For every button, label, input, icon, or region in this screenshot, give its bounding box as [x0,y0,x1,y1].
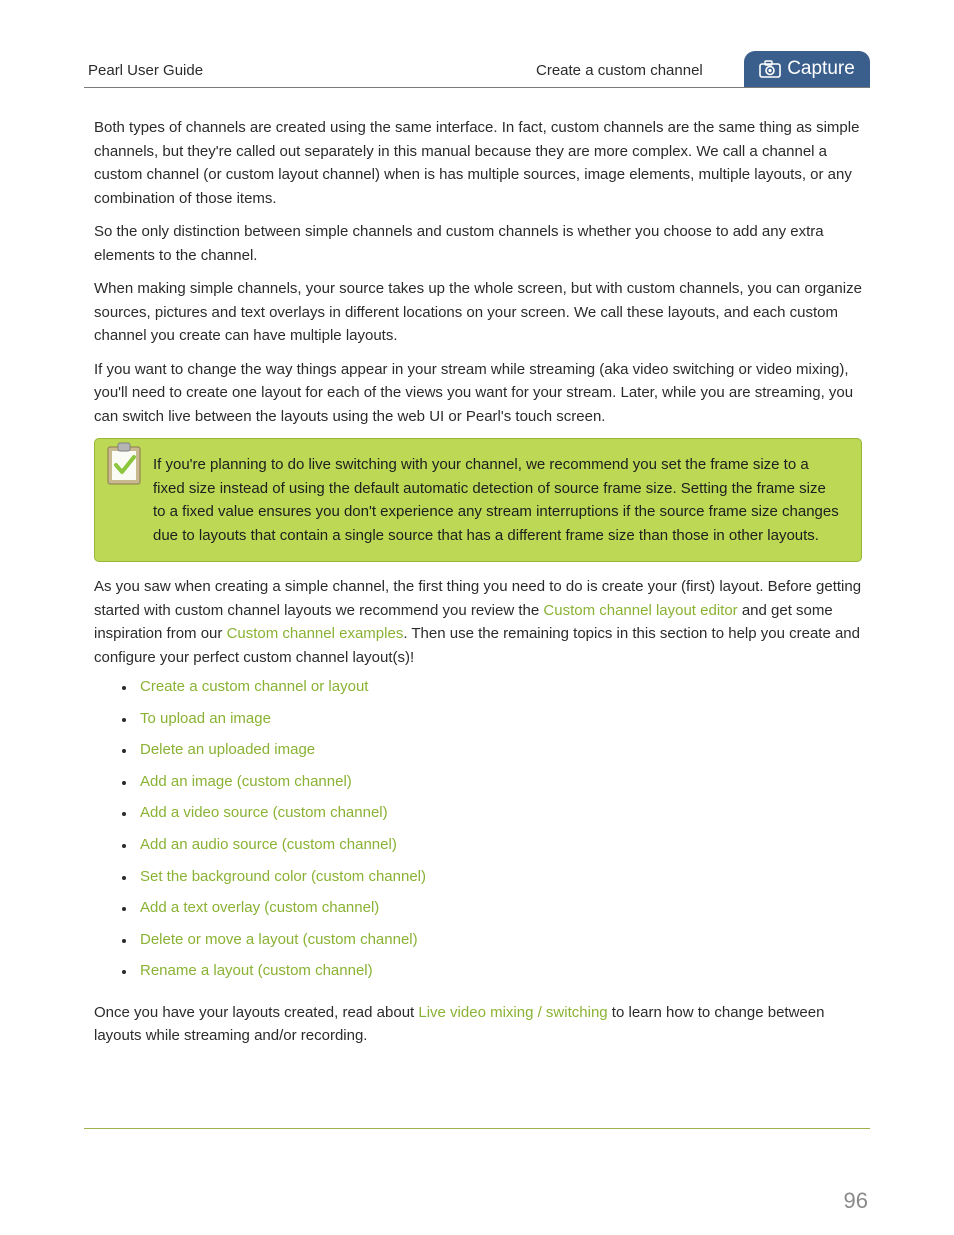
paragraph-text: . Then use the remaining topics in this section to help you create and configure your perfect custom channel layout(s)! [94,625,860,666]
list-item [122,805,862,837]
paragraph-text: to learn how to change between layouts while streaming and/or recording. [94,1003,825,1045]
link-custom-channel-layout-editor[interactable]: Custom channel layout editor [543,601,738,619]
topic-link[interactable]: Delete an uploaded image [140,741,316,759]
topic-link[interactable]: Rename a layout (custom channel) [140,962,373,980]
link-live-video-mixing[interactable]: Live video mixing / switching [418,1003,608,1021]
paragraph-channel-types: Both types of channels are created using the same interface. In fact, custom channels are the same thing as simple channels, but they're called out separately in this manual because they are more complex. We call a channel a custom channel (or custom layout channel) when is has multiple sources, image elements, multiple layouts, or any combination of those items. [94,119,860,207]
bullet-icon [122,812,126,816]
section-title: Create a custom channel [536,62,703,79]
list-item [122,963,862,995]
bullet-icon [122,907,126,911]
bullet-icon [122,686,126,690]
paragraph-live-mixing [94,1001,862,1048]
list-item [122,869,862,901]
paragraph-text: Once you have your layouts created, read about [94,1003,419,1021]
bullet-icon [122,876,126,880]
topic-link[interactable]: Add a text overlay (custom channel) [140,899,380,917]
list-item [122,742,862,774]
capture-tab-label: Capture [787,58,855,79]
topic-link[interactable]: To upload an image [140,709,271,727]
capture-tab [744,51,870,87]
page-content [94,116,862,1058]
topic-link[interactable]: Add an audio source (custom channel) [140,835,397,853]
tip-callout [94,438,862,562]
topic-link-list [94,679,862,995]
list-item [122,774,862,806]
paragraph-distinction: So the only distinction between simple channels and custom channels is whether you choose to add any extra elements to the channel. [94,223,824,264]
topic-link[interactable]: Create a custom channel or layout [140,678,369,695]
list-item [122,932,862,964]
tip-text: If you're planning to do live switching with your channel, we recommend you set the frame size to a fixed size instead of using the default automatic detection of source frame size. Setting the frame size to a fixed value ensures you don't experience any stream interruptions if the source frame size changes due to layouts that contain a single source that has a different frame size than those in other layouts. [153,456,839,544]
footer-divider [84,1128,870,1129]
paragraph-getting-started [94,575,862,669]
bullet-icon [122,970,126,974]
paragraph-text: As you saw when creating a simple channel, the first thing you need to do is create your (first) layout. Before getting started with custom channel layouts we recommend you review the [94,578,862,619]
topic-link[interactable]: Add an image (custom channel) [140,772,352,790]
list-item [122,679,862,711]
clipboard-check-icon [106,442,142,491]
list-item [122,837,862,869]
list-item [122,711,862,743]
paragraph-text: and get some inspiration from our [94,601,833,642]
bullet-icon [122,939,126,943]
topic-link[interactable]: Set the background color (custom channel) [140,867,426,885]
topic-link[interactable]: Delete or move a layout (custom channel) [140,930,418,948]
list-item [122,900,862,932]
bullet-icon [122,718,126,722]
bullet-icon [122,781,126,785]
paragraph-layouts: When making simple channels, your source takes up the whole screen, but with custom channels, you can organize sources, pictures and text overlays in different locations on your screen. We call these layouts, and each custom channel you create can have multiple layouts. [94,280,862,344]
header-divider [84,87,870,88]
link-custom-channel-examples[interactable]: Custom channel examples [226,625,404,642]
camera-icon [759,60,781,78]
paragraph-switching: If you want to change the way things appear in your stream while streaming (aka video switching or video mixing), you'll need to create one layout for each of the views you want for your stream. Later, while you are streaming, you can switch live between the layouts using the web UI or Pearl's touch screen. [94,360,854,425]
guide-title: Pearl User Guide [88,62,204,79]
topic-link[interactable]: Add a video source (custom channel) [140,804,388,822]
bullet-icon [122,844,126,848]
page-number: 96 [843,1188,868,1213]
bullet-icon [122,749,126,753]
